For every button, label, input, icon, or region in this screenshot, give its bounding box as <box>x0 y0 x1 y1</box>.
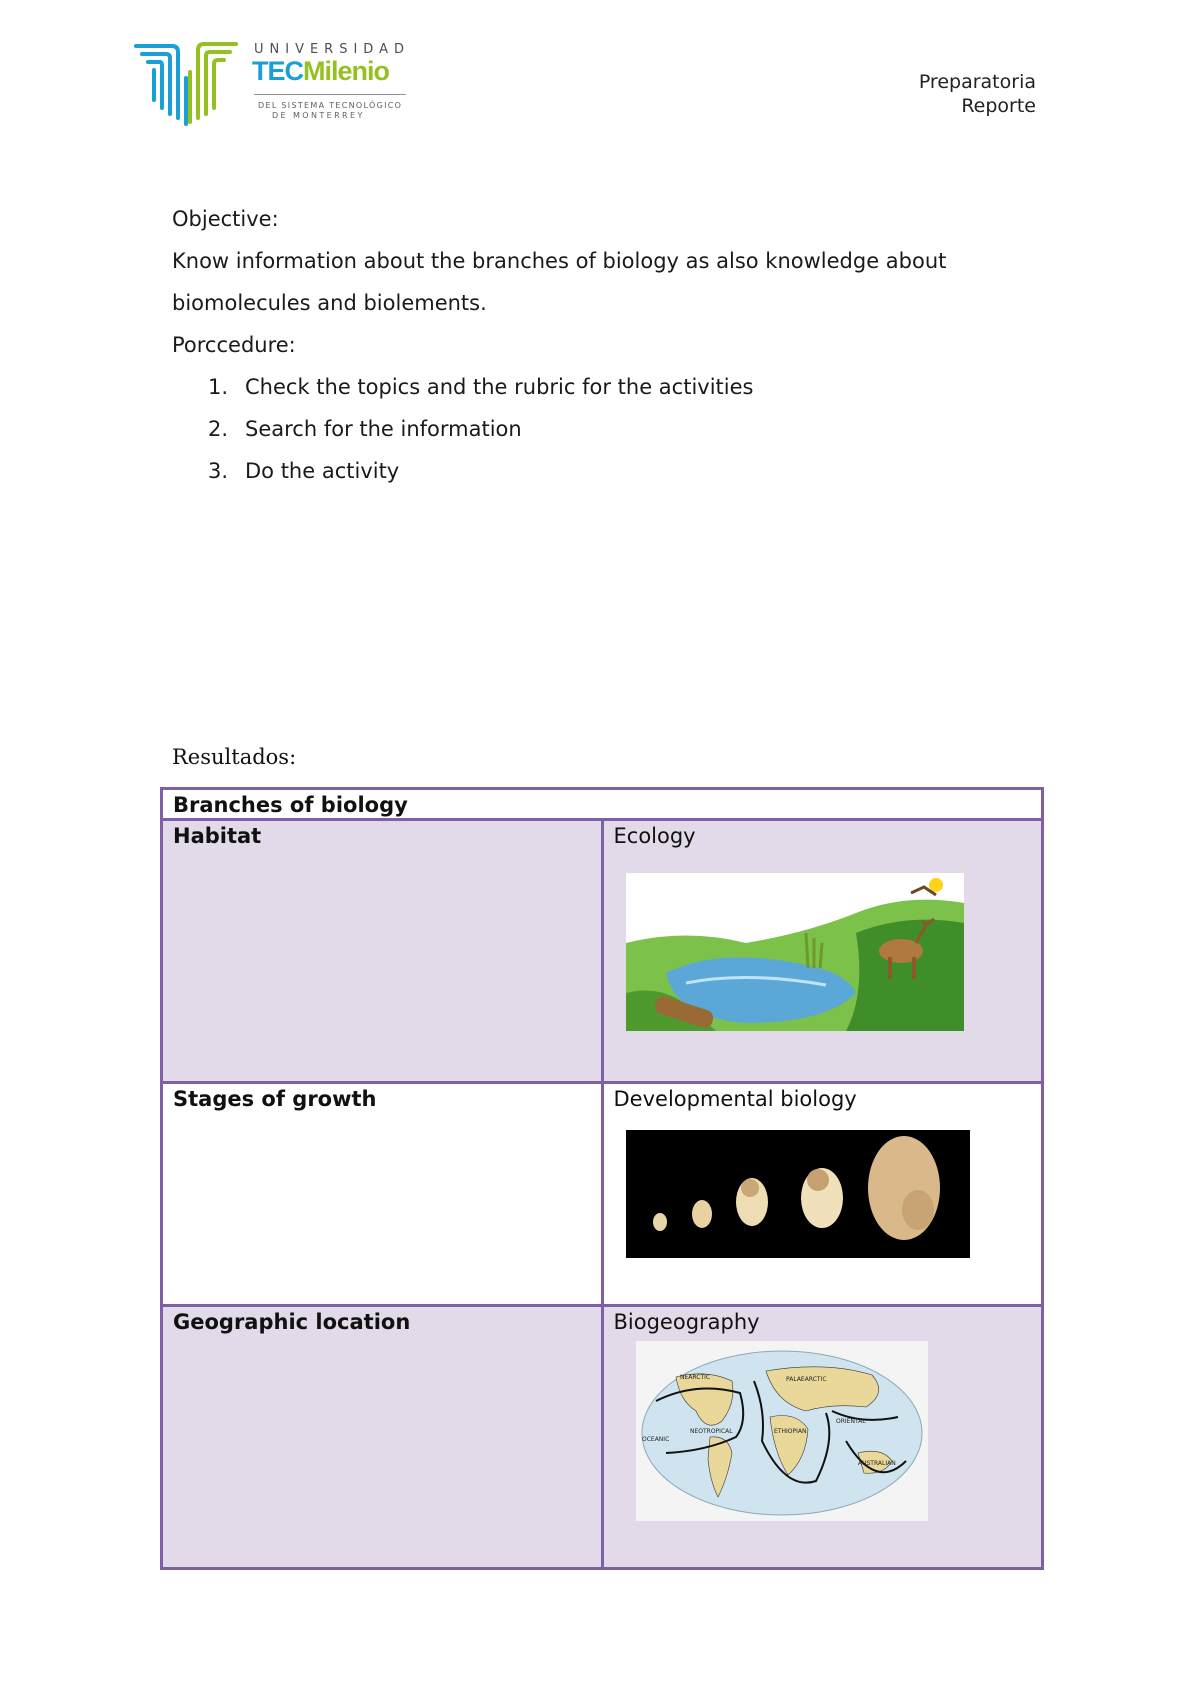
branch-label: Ecology <box>613 824 696 848</box>
table-cell-branch <box>602 1083 1043 1306</box>
map-label: NEARCTIC <box>679 1374 710 1381</box>
university-logo <box>132 38 412 128</box>
topic-label: Habitat <box>173 824 262 848</box>
header-school: Preparatoria <box>918 71 1036 93</box>
procedure-steps <box>172 366 1032 492</box>
branch-label: Developmental biology <box>613 1087 857 1111</box>
logo-university-text: UNIVERSIDAD <box>254 42 410 57</box>
logo-subtitle-1: DEL SISTEMA TECNOLÓGICO <box>258 101 403 110</box>
objective-label: Objective: <box>172 207 279 231</box>
list-item <box>172 408 1032 450</box>
intro-section <box>172 198 1032 492</box>
step-number: 3. <box>208 459 229 483</box>
step-text: Search for the information <box>245 417 522 441</box>
map-label: NEOTROPICAL <box>689 1428 733 1435</box>
biogeographic-map-image <box>636 1341 928 1521</box>
topic-label: Stages of growth <box>173 1087 377 1111</box>
table-row <box>162 820 1043 1083</box>
table-cell-branch <box>602 1306 1043 1569</box>
procedure-label: Porccedure: <box>172 333 296 357</box>
list-item <box>172 450 1032 492</box>
logo-brand-tec: TEC <box>252 56 303 86</box>
logo-emblem-icon <box>132 38 242 128</box>
logo-divider <box>254 94 406 95</box>
table-title: Branches of biology <box>162 789 1043 820</box>
map-label: PALAEARCTIC <box>785 1376 827 1383</box>
logo-subtitle-2: DE MONTERREY <box>272 111 365 120</box>
topic-label: Geographic location <box>173 1310 411 1334</box>
embryo-stages-image <box>626 1130 970 1258</box>
table-row <box>162 1306 1043 1569</box>
table-cell-topic <box>162 1083 603 1306</box>
branch-label: Biogeography <box>613 1310 760 1334</box>
list-item <box>172 366 1032 408</box>
step-text: Do the activity <box>245 459 400 483</box>
header-right <box>919 70 1036 118</box>
step-number: 1. <box>208 375 229 399</box>
branches-table <box>160 787 1044 1570</box>
header-doc-type: Reporte <box>961 95 1036 117</box>
table-cell-topic <box>162 820 603 1083</box>
objective-text: Know information about the branches of biology as also knowledge about biomolecules and biolements. <box>172 249 947 315</box>
map-label: OCEANIC <box>641 1436 669 1443</box>
step-number: 2. <box>208 417 229 441</box>
step-text: Check the topics and the rubric for the activities <box>245 375 754 399</box>
map-label: AUSTRALIAN <box>857 1460 896 1467</box>
results-label: Resultados: <box>172 745 297 769</box>
table-cell-branch <box>602 820 1043 1083</box>
logo-brand-milenio: Milenio <box>303 56 389 86</box>
map-label: ETHIOPIAN <box>773 1428 806 1435</box>
map-label: ORIENTAL <box>835 1418 866 1425</box>
table-cell-topic <box>162 1306 603 1569</box>
table-row <box>162 1083 1043 1306</box>
logo-brand-text <box>252 56 389 87</box>
pond-ecosystem-image <box>626 873 964 1031</box>
table-row <box>162 789 1043 820</box>
